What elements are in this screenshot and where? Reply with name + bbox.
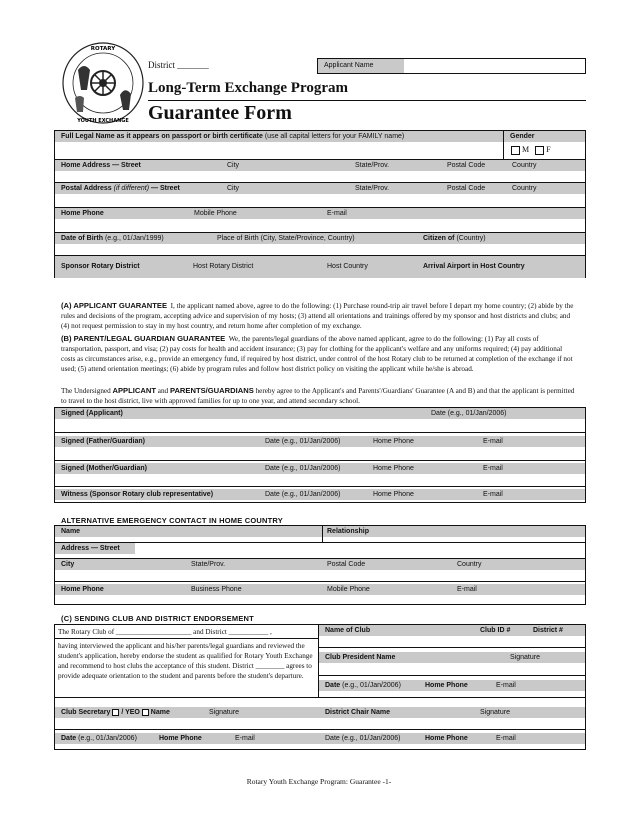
- parent-guarantee: (B) PARENT/LEGAL GUARDIAN GUARANTEE We, the parents/legal guardians of the above named applicant, agree to do the following: (1) Pay all costs of transportation, passport, and visa; (2) pay costs for health and accident insurance; (3) pay for clothing for the applicant's welfare and any uniforms required; (4) pay additional costs as circumstances arise, e.g., provide an emergency fund, if required by host district, under control of the host Rotary club to be returned at completion of the exchange if not used; (5) attend orientation meetings; (6) abide by program rules and follow host district policy on visiting the applicant while he/she is abroad.: [61, 334, 573, 373]
- svg-text:YOUTH EXCHANGE: YOUTH EXCHANGE: [77, 118, 129, 124]
- emergency-email-label: E-mail: [457, 586, 477, 593]
- endorsement-grid: [54, 624, 586, 750]
- country-label-2: Country: [512, 185, 537, 192]
- emergency-state-label: State/Prov.: [191, 561, 226, 568]
- witness-date-label: Date (e.g., 01/Jan/2006): [265, 491, 341, 498]
- gender-m-label: M: [522, 145, 530, 154]
- mobile-phone-label: Mobile Phone: [194, 210, 237, 217]
- citizen-label: Citizen of (Country): [423, 235, 486, 242]
- gender-f-checkbox[interactable]: [535, 146, 544, 155]
- yeo-checkbox[interactable]: [142, 709, 149, 716]
- president-signature-label: Signature: [510, 654, 540, 661]
- pob-label: Place of Birth (City, State/Province, Country): [217, 235, 355, 242]
- home-address-label-row: Home Address — Street: [55, 160, 585, 171]
- secretary-date-row: Date (e.g., 01/Jan/2006): [55, 733, 585, 744]
- emergency-country-label: Country: [457, 561, 482, 568]
- host-country-label: Host Country: [327, 263, 368, 270]
- signed-applicant-label: Signed (Applicant): [55, 408, 585, 419]
- emergency-business-phone-label: Business Phone: [191, 586, 242, 593]
- mother-phone-label: Home Phone: [373, 465, 414, 472]
- phone-label-row: Home Phone: [55, 208, 585, 219]
- applicant-date-label: Date (e.g., 01/Jan/2006): [431, 410, 507, 417]
- emergency-city-row: City: [55, 559, 585, 570]
- page-footer: Rotary Youth Exchange Program: Guarantee -1-: [246, 777, 392, 786]
- witness-phone-label: Home Phone: [373, 491, 414, 498]
- gender-f-label: F: [546, 145, 551, 154]
- form-subtitle: Guarantee Form: [148, 102, 292, 124]
- president-email-label: E-mail: [496, 682, 516, 689]
- relationship-label: Relationship: [327, 528, 370, 535]
- endorsement-heading: (C) SENDING CLUB AND DISTRICT ENDORSEMENT: [61, 614, 254, 623]
- club-president-label: Club President Name: [319, 652, 585, 663]
- svg-text:ROTARY: ROTARY: [90, 46, 116, 52]
- applicant-guarantee: (A) APPLICANT GUARANTEE I, the applicant named above, agree to do the following: (1) Purchase round-trip air travel before I depart my home country; (2) abide by the rules and decisions of the program, accepting advice and supervision of my hosts; (3) attend all orientations and trainings offered by my sponsor and host districts and clubs; and (4) not request permission to stay in my host country, and return home after completion of my exchange.: [61, 301, 574, 330]
- endorsement-text: having interviewed the applicant and his/her parents/legal guardians and reviewed the student's application, hereby endorse the student as qualified for Rotary Youth Exchange and recommend to host clubs the acceptance of this student. District ________ agrees to provide adequate orientation to the student and parents before the student's departure.: [58, 642, 313, 680]
- president-phone-label: Home Phone: [425, 682, 468, 689]
- signed-mother-label: Signed (Mother/Guardian): [55, 463, 585, 474]
- district-label-row: Sponsor Rotary District: [55, 256, 585, 278]
- emergency-contact-grid: [54, 525, 586, 605]
- club-id-label: Club ID #: [480, 627, 511, 634]
- secretary-email-label: E-mail: [235, 735, 255, 742]
- chair-signature-label: Signature: [480, 709, 510, 716]
- city-label-2: City: [227, 185, 240, 192]
- postal-label: Postal Code: [447, 162, 486, 169]
- father-phone-label: Home Phone: [373, 438, 414, 445]
- gender-label: Gender: [504, 131, 585, 142]
- postal-address-label-row: Postal Address (if different) — Street: [55, 183, 585, 194]
- applicant-name-field[interactable]: [317, 58, 586, 74]
- club-secretary-row: Club Secretary / YEO Name: [55, 707, 319, 718]
- emergency-postal-label: Postal Code: [327, 561, 366, 568]
- secretary-phone-label: Home Phone: [159, 735, 202, 742]
- father-date-label: Date (e.g., 01/Jan/2006): [265, 438, 341, 445]
- country-label: Country: [512, 162, 537, 169]
- dob-label-row: Date of Birth (e.g., 01/Jan/1999): [55, 233, 585, 244]
- host-district-label: Host Rotary District: [193, 263, 254, 270]
- full-name-label: Full Legal Name as it appears on passport or birth certificate (use all capital letters for your FAMILY name): [55, 131, 503, 142]
- rotary-youth-exchange-logo: [60, 40, 146, 126]
- emergency-address-label: Address — Street: [55, 543, 135, 554]
- district-chair-label: District Chair Name: [319, 707, 585, 718]
- club-secretary-checkbox[interactable]: [112, 709, 119, 716]
- secretary-signature-label: Signature: [209, 709, 239, 716]
- email-label: E-mail: [327, 210, 347, 217]
- emergency-contact-heading: ALTERNATIVE EMERGENCY CONTACT IN HOME COUNTRY: [61, 516, 283, 525]
- gender-m-checkbox[interactable]: [511, 146, 520, 155]
- chair-email-label: E-mail: [496, 735, 516, 742]
- page-title: Long-Term Exchange Program: [148, 80, 348, 96]
- president-date-row: Date (e.g., 01/Jan/2006): [319, 680, 585, 691]
- gender-options: [511, 145, 551, 155]
- emergency-phone-row: Home Phone: [55, 584, 585, 595]
- personal-info-grid: [54, 130, 586, 278]
- district-number-label: District #: [533, 627, 563, 634]
- chair-phone-label: Home Phone: [425, 735, 468, 742]
- emergency-name-label: Name: [55, 526, 585, 537]
- title-rule: [148, 100, 586, 101]
- club-name-label: Name of Club: [319, 625, 585, 636]
- father-email-label: E-mail: [483, 438, 503, 445]
- district-label: District _______: [148, 60, 209, 70]
- applicant-name-label: Applicant Name: [318, 59, 404, 73]
- witness-email-label: E-mail: [483, 491, 503, 498]
- arrival-airport-label: Arrival Airport in Host Country: [423, 263, 525, 270]
- undersigned-statement: The Undersigned APPLICANT and PARENTS/GUARDIANS hereby agree to the Applicant's and Parents'/Guardians' Guarantee (A and B) and that the applicant is permitted to travel to the host district, live with approved families for up to one year, and attend secondary school.: [61, 386, 575, 405]
- mother-date-label: Date (e.g., 01/Jan/2006): [265, 465, 341, 472]
- witness-label: Witness (Sponsor Rotary club representative): [55, 489, 585, 500]
- chair-date-label: Date (e.g., 01/Jan/2006): [325, 735, 401, 742]
- mother-email-label: E-mail: [483, 465, 503, 472]
- signatures-grid: [54, 407, 586, 503]
- emergency-mobile-label: Mobile Phone: [327, 586, 370, 593]
- state-label: State/Prov.: [355, 162, 390, 169]
- signed-father-label: Signed (Father/Guardian): [55, 436, 585, 447]
- city-label: City: [227, 162, 240, 169]
- endorsement-club-line: The Rotary Club of _____________________ and District ___________ ,: [58, 628, 272, 636]
- state-label-2: State/Prov.: [355, 185, 390, 192]
- postal-label-2: Postal Code: [447, 185, 486, 192]
